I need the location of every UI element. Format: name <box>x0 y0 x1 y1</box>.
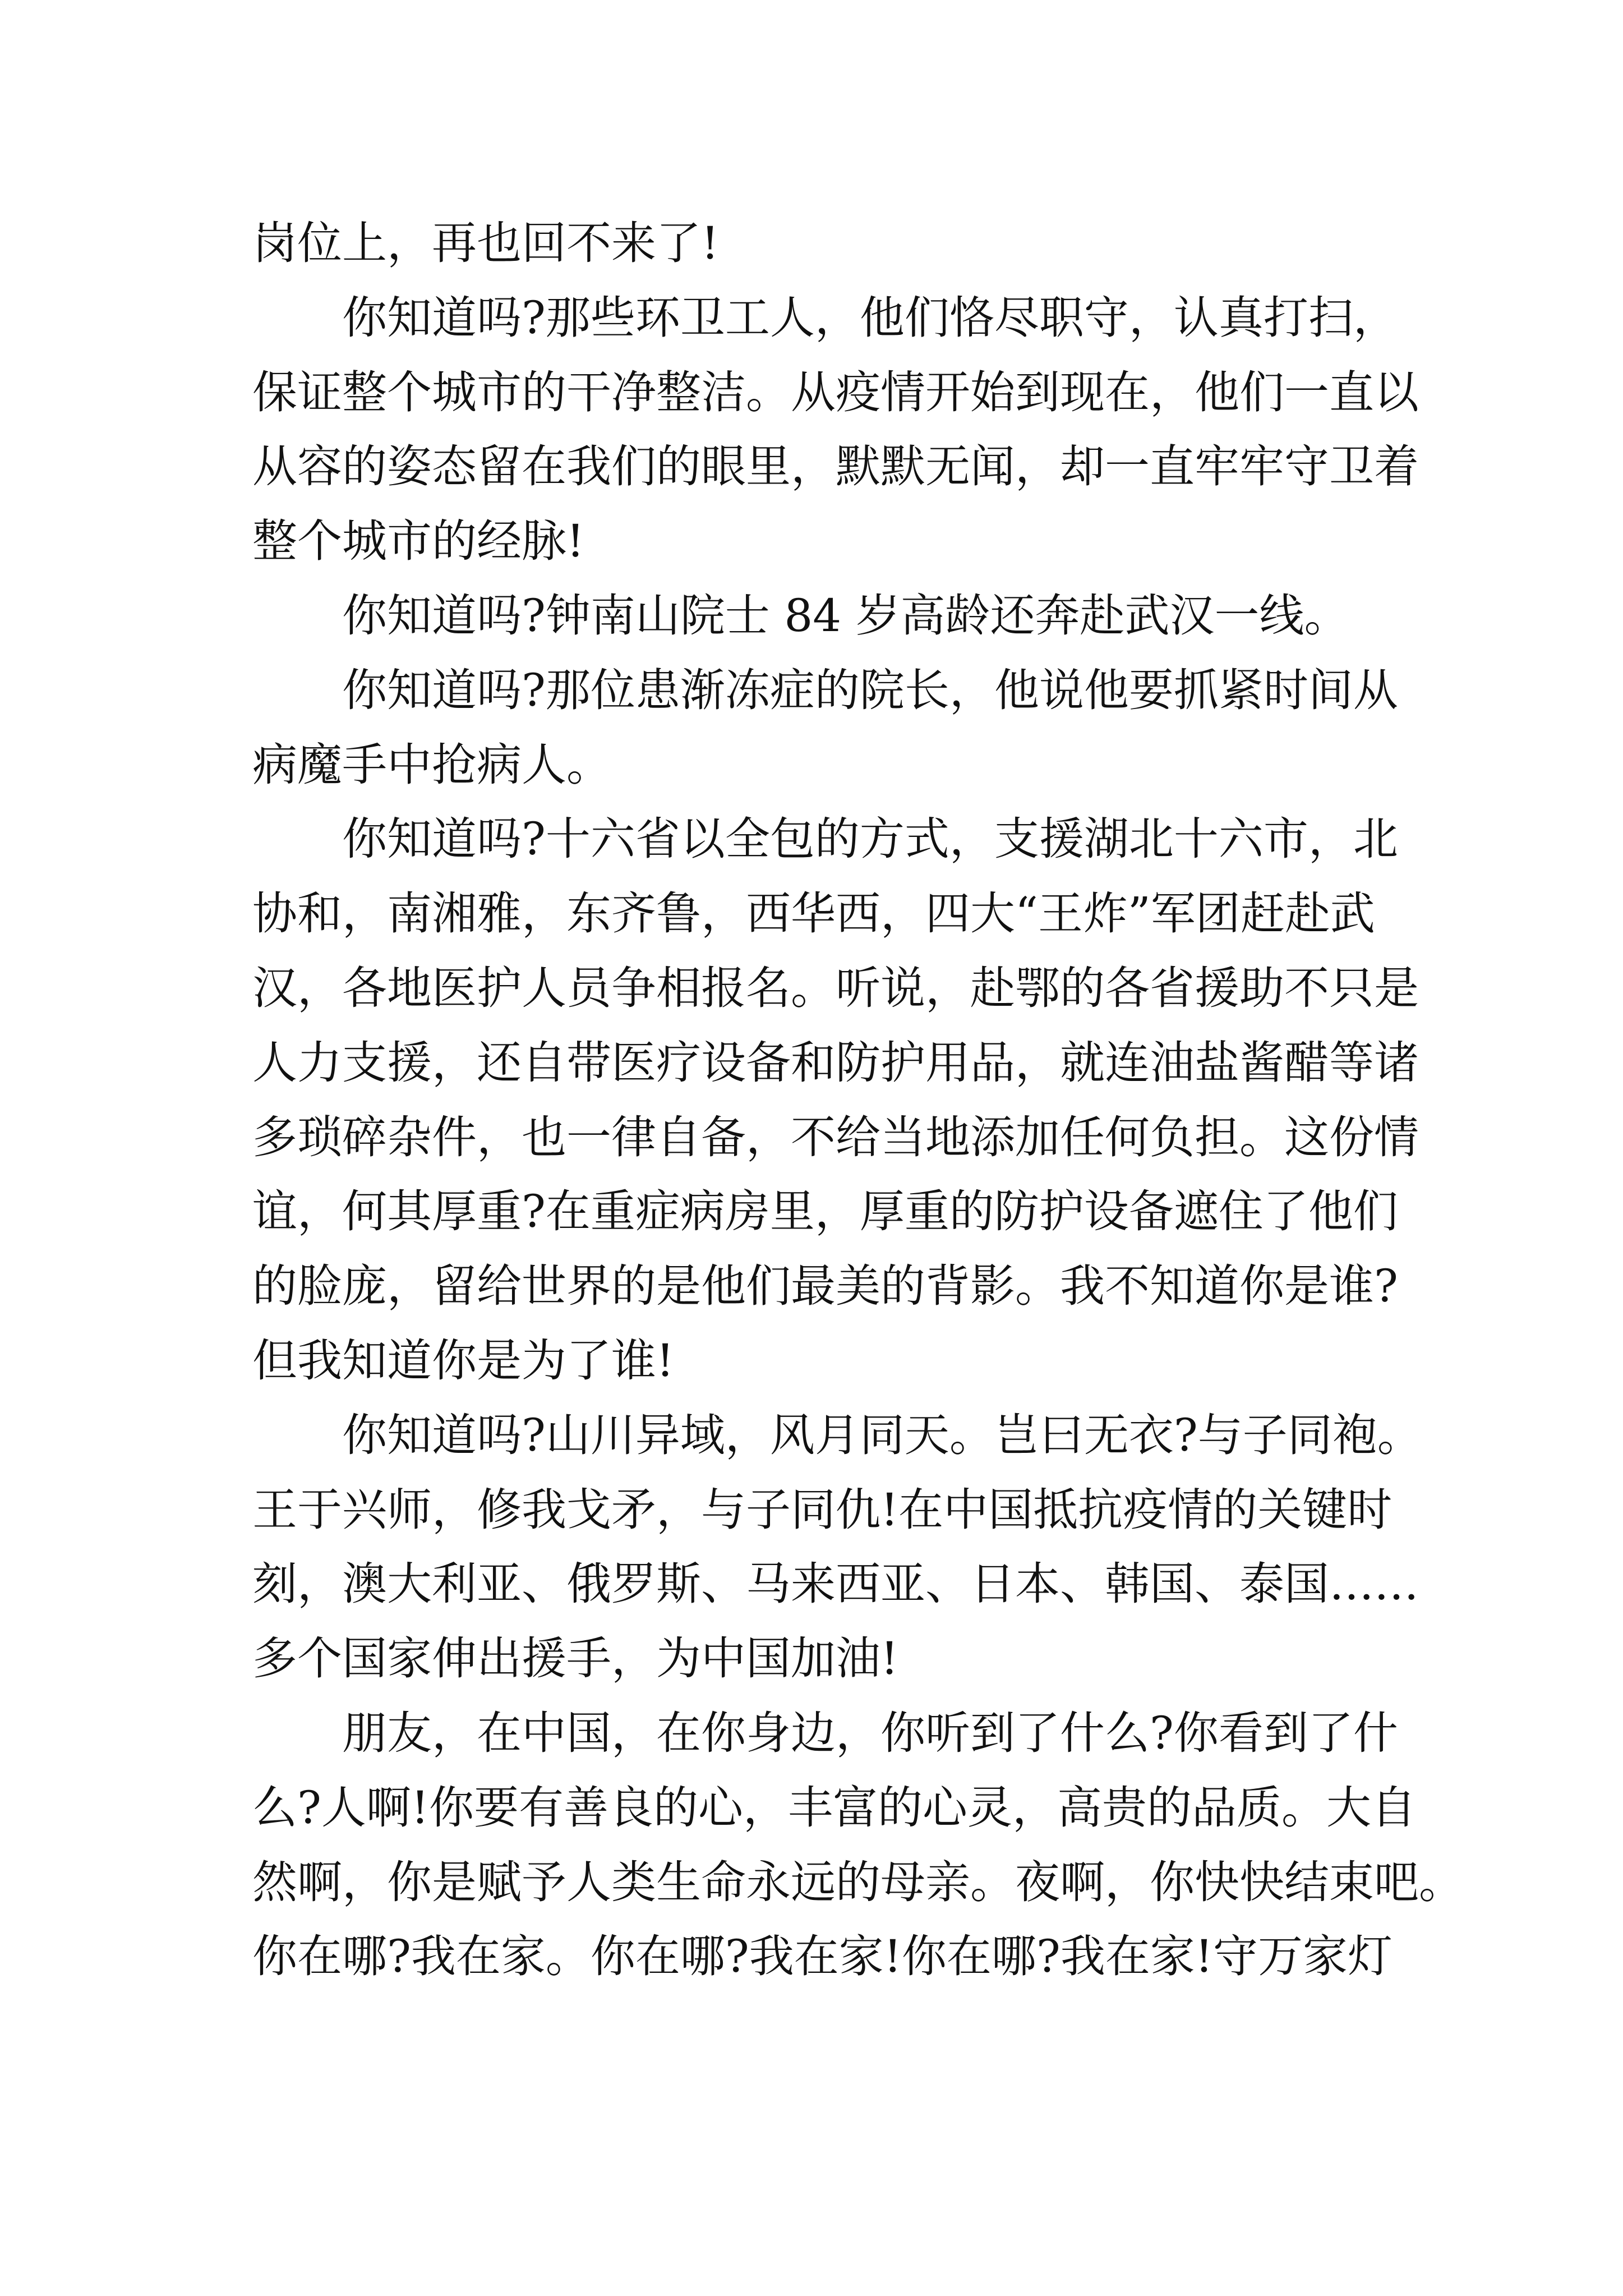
paragraph-start-line: 你知道吗?那些环卫工人，他们恪尽职守，认真打扫， <box>342 291 1398 344</box>
text-line: 然啊，你是赋予人类生命永远的母亲。夜啊，你快快结束吧。 <box>252 1856 1464 1908</box>
text-line: 岗位上，再也回不来了! <box>252 217 720 269</box>
document-body <box>252 206 1464 1994</box>
paragraph-start-line: 你知道吗?那位患渐冻症的院长，他说他要抓紧时间从 <box>342 664 1398 716</box>
text-line: 整个城市的经脉! <box>252 515 585 568</box>
text-line: 多琐碎杂件，也一律自备，不给当地添加任何负担。这份情 <box>252 1111 1419 1163</box>
text-line: 多个国家伸出援手，为中国加油! <box>252 1632 899 1685</box>
text-line: 谊，何其厚重?在重症病房里，厚重的防护设备遮住了他们 <box>252 1185 1398 1238</box>
text-line: 协和，南湘雅，东齐鲁，西华西，四大“王炸”军团赶赴武 <box>252 887 1375 940</box>
text-line: 保证整个城市的干净整洁。从疫情开始到现在，他们一直以 <box>252 366 1419 418</box>
text-line: 你在哪?我在家。你在哪?我在家!你在哪?我在家!守万家灯 <box>252 1930 1393 1983</box>
text-line: 人力支援，还自带医疗设备和防护用品，就连油盐酱醋等诸 <box>252 1036 1419 1089</box>
paragraph-start-line: 朋友，在中国，在你身边，你听到了什么?你看到了什 <box>342 1706 1398 1759</box>
paragraph-start-line: 你知道吗?山川异域，风月同天。岂曰无衣?与子同袍。 <box>342 1409 1422 1461</box>
paragraph-start-line: 你知道吗?钟南山院士 84 岁高龄还奔赴武汉一线。 <box>342 589 1349 642</box>
text-line: 从容的姿态留在我们的眼里，默默无闻，却一直牢牢守卫着 <box>252 440 1419 493</box>
text-line: 汉，各地医护人员争相报名。听说，赴鄂的各省援助不只是 <box>252 961 1419 1014</box>
text-line: 病魔手中抢病人。 <box>252 738 611 791</box>
text-line: 但我知道你是为了谁! <box>252 1334 675 1387</box>
paragraph-start-line: 你知道吗?十六省以全包的方式，支援湖北十六市，北 <box>342 813 1398 866</box>
text-line: 么?人啊!你要有善良的心，丰富的心灵，高贵的品质。大自 <box>252 1781 1417 1834</box>
text-line: 王于兴师，修我戈矛，与子同仇!在中国抵抗疫情的关键时 <box>252 1483 1393 1536</box>
text-line: 的脸庞，留给世界的是他们最美的背影。我不知道你是谁? <box>252 1260 1398 1313</box>
text-line: 刻，澳大利亚、俄罗斯、马来西亚、日本、韩国、泰国…… <box>252 1558 1419 1611</box>
